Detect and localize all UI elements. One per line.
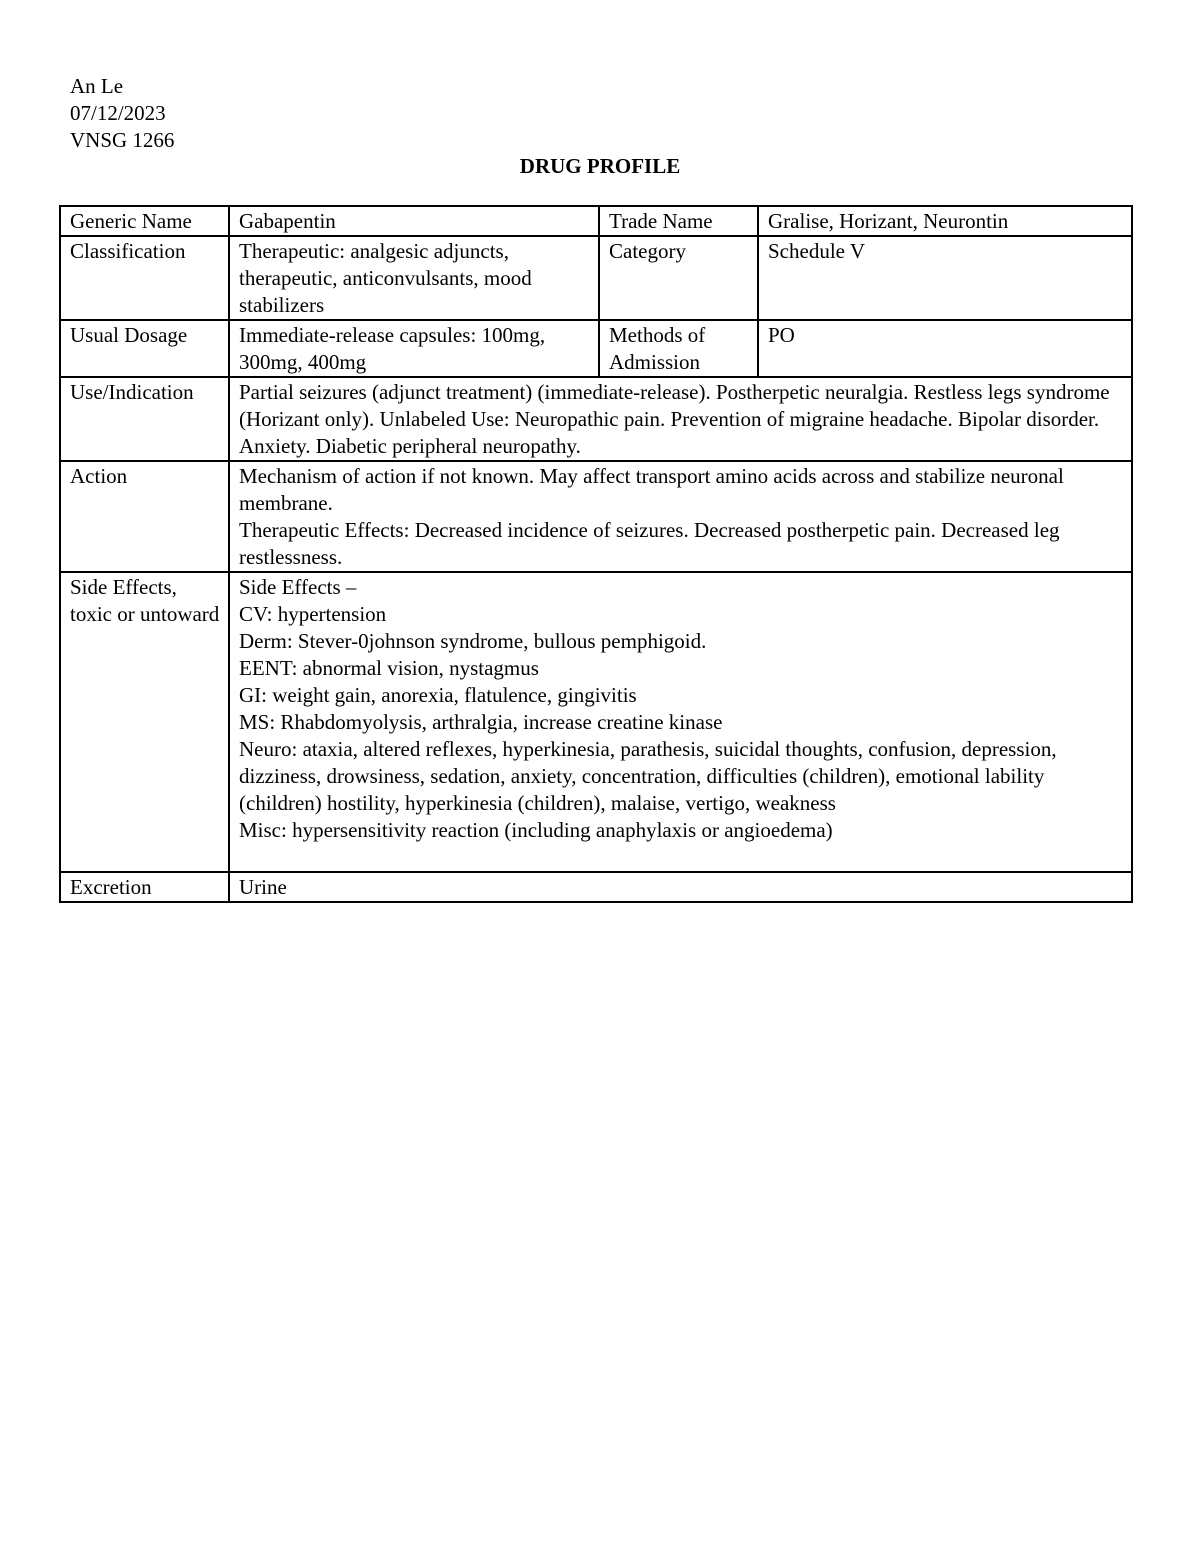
use-indication-label: Use/Indication [60,377,229,461]
side-effects-heading: Side Effects – [239,575,357,599]
action-therapeutic-effects-text: Therapeutic Effects: Decreased incidence of seizures. Decreased postherpetic pain. Decreased leg restlessness. [239,518,1060,569]
usual-dosage-value: Immediate-release capsules: 100mg, 300mg, 400mg [229,320,599,377]
methods-of-admission-label: Methods of Admission [599,320,758,377]
trade-name-label: Trade Name [599,206,758,236]
student-name: An Le [70,74,124,98]
category-value: Schedule V [758,236,1132,320]
use-indication-value: Partial seizures (adjunct treatment) (immediate-release). Postherpetic neuralgia. Restless legs syndrome (Horizant only). Unlabeled Use: Neuropathic pain. Prevention of migraine headache. Bipolar disorder. Anxiety. Diabetic peripheral neuropathy. [229,377,1132,461]
usual-dosage-label: Usual Dosage [60,320,229,377]
side-effects-blank-line [239,844,1123,871]
methods-of-admission-value: PO [758,320,1132,377]
document-header [70,73,174,154]
table-row-side-effects [60,572,1132,872]
document-date: 07/12/2023 [70,101,166,125]
page-title: DRUG PROFILE [519,154,681,178]
action-mechanism-text: Mechanism of action if not known. May affect transport amino acids across and stabilize neuronal membrane. [239,464,1064,515]
table-row-usual-dosage [60,320,1132,377]
category-label: Category [599,236,758,320]
side-effects-eent: EENT: abnormal vision, nystagmus [239,656,539,680]
side-effects-misc: Misc: hypersensitivity reaction (including anaphylaxis or angioedema) [239,818,833,842]
generic-name-value: Gabapentin [229,206,599,236]
drug-profile-table [59,205,1133,903]
excretion-label: Excretion [60,872,229,902]
side-effects-ms: MS: Rhabdomyolysis, arthralgia, increase creatine kinase [239,710,723,734]
side-effects-value [229,572,1132,872]
course-code: VNSG 1266 [70,128,175,152]
side-effects-cv: CV: hypertension [239,602,387,626]
table-row-use-indication [60,377,1132,461]
generic-name-label: Generic Name [60,206,229,236]
action-label: Action [60,461,229,572]
action-value [229,461,1132,572]
table-row-classification [60,236,1132,320]
table-row-generic-name [60,206,1132,236]
table-row-action [60,461,1132,572]
side-effects-gi: GI: weight gain, anorexia, flatulence, gingivitis [239,683,637,707]
excretion-value: Urine [229,872,1132,902]
classification-label: Classification [60,236,229,320]
side-effects-label: Side Effects, toxic or untoward [60,572,229,872]
side-effects-neuro: Neuro: ataxia, altered reflexes, hyperkinesia, parathesis, suicidal thoughts, confusion, depression, dizziness, drowsiness, sedation, anxiety, concentration, difficulties (children), emotional lability (children) hostility, hyperkinesia (children), malaise, vertigo, weakness [239,737,1057,815]
trade-name-value: Gralise, Horizant, Neurontin [758,206,1132,236]
classification-value: Therapeutic: analgesic adjuncts, therapeutic, anticonvulsants, mood stabilizers [229,236,599,320]
side-effects-derm: Derm: Stever-0johnson syndrome, bullous pemphigoid. [239,629,707,653]
table-row-excretion [60,872,1132,902]
